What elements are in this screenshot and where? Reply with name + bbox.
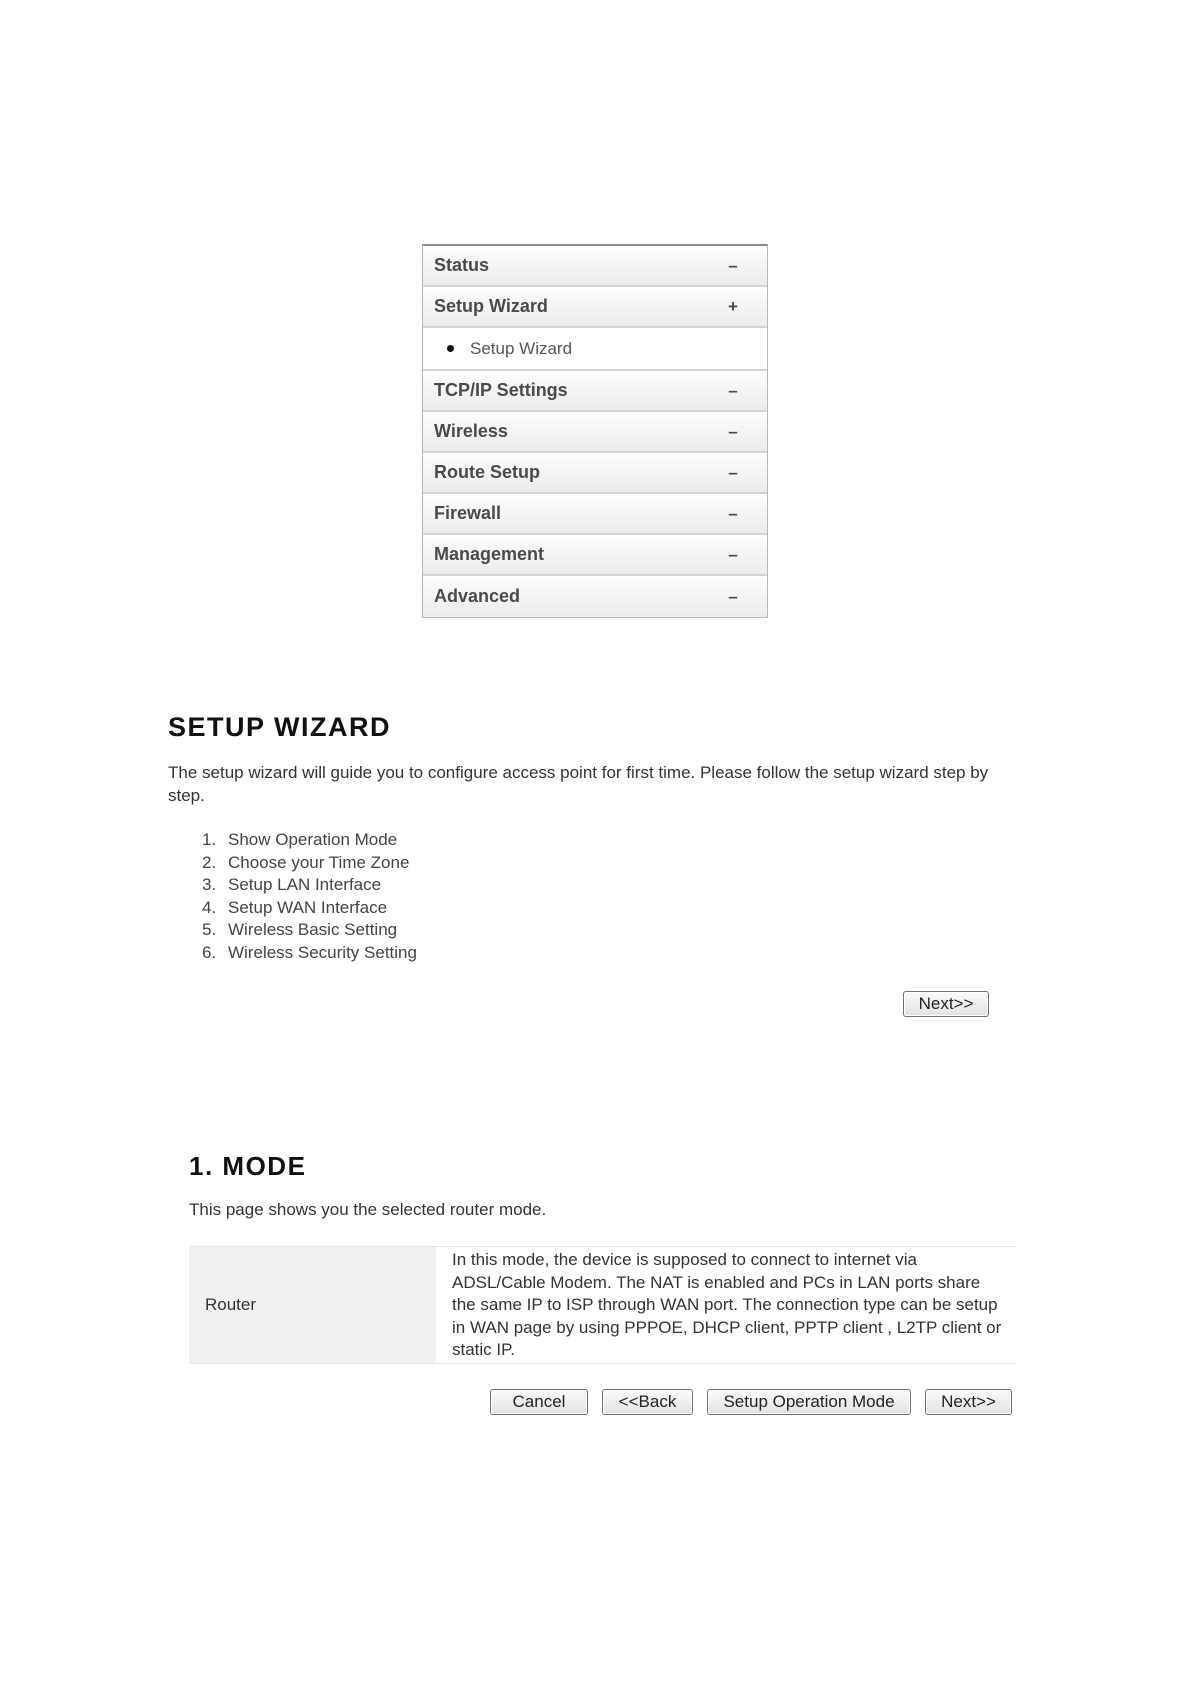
mode-table: [189, 1246, 1017, 1364]
wizard-steps-list: [202, 829, 417, 965]
sidebar-menu: [422, 244, 768, 618]
collapse-icon: –: [728, 503, 738, 523]
menu-item-advanced[interactable]: [423, 576, 767, 617]
wizard-step: [202, 852, 417, 875]
menu-item-label: Setup Wizard: [434, 296, 548, 316]
step-label: Setup WAN Interface: [228, 897, 388, 917]
step-label: Show Operation Mode: [228, 830, 398, 849]
cancel-button[interactable]: Cancel: [490, 1389, 588, 1415]
step-number: 3.: [202, 875, 217, 895]
menu-item-route-setup[interactable]: [423, 453, 767, 494]
menu-item-label: Route Setup: [434, 462, 540, 482]
submenu-item-setup-wizard[interactable]: [423, 328, 767, 371]
step-label: Wireless Basic Setting: [228, 920, 398, 940]
collapse-icon: –: [728, 586, 738, 606]
wizard-step: [202, 897, 417, 920]
menu-item-label: Firewall: [434, 503, 502, 523]
menu-item-wireless[interactable]: [423, 412, 767, 453]
step-number: 4.: [202, 897, 217, 917]
menu-item-label: Advanced: [434, 586, 521, 606]
back-button[interactable]: <<Back: [602, 1389, 693, 1415]
mode-title: 1. MODE: [189, 1151, 307, 1181]
collapse-icon: –: [728, 462, 738, 482]
wizard-next-button[interactable]: Next>>: [903, 991, 989, 1017]
wizard-step: [202, 942, 417, 965]
expand-icon: +: [728, 296, 738, 316]
mode-info: In this mode, the device is supposed to connect to internet via ADSL/Cable Modem. The NAT is enabled and PCs in LAN ports share the same IP to ISP through WAN port. The connection type can be setup in WAN page by using PPPOE, DHCP client, PPTP client , L2TP client or static IP.: [452, 1250, 1002, 1360]
menu-item-label: Management: [434, 544, 545, 564]
collapse-icon: –: [728, 380, 738, 400]
collapse-icon: –: [728, 544, 738, 564]
menu-item-status[interactable]: [423, 246, 767, 287]
wizard-step: [202, 829, 417, 852]
wizard-step: [202, 919, 417, 942]
submenu-item-label[interactable]: Setup Wizard: [470, 338, 573, 358]
step-number: 6.: [202, 942, 217, 962]
setup-operation-mode-button[interactable]: Setup Operation Mode: [707, 1389, 911, 1415]
menu-item-label: TCP/IP Settings: [434, 380, 568, 400]
step-number: 2.: [202, 852, 217, 872]
menu-item-management[interactable]: [423, 535, 767, 576]
menu-item-label: Status: [434, 255, 490, 275]
mode-name: Router: [189, 1247, 436, 1363]
menu-item-tcpip-settings[interactable]: [423, 371, 767, 412]
step-label: Setup LAN Interface: [228, 875, 382, 895]
wizard-step: [202, 874, 417, 897]
step-number: 5.: [202, 920, 217, 940]
wizard-title: SETUP WIZARD: [168, 712, 392, 742]
step-label: Wireless Security Setting: [228, 942, 417, 962]
menu-item-firewall[interactable]: [423, 494, 767, 535]
bullet-icon: [447, 345, 454, 352]
mode-description: This page shows you the selected router mode.: [189, 1200, 547, 1219]
collapse-icon: –: [728, 255, 738, 275]
step-number: 1.: [202, 830, 217, 849]
menu-item-label: Wireless: [434, 421, 508, 441]
wizard-description: The setup wizard will guide you to configure access point for first time. Please follow the setup wizard step by step.: [168, 763, 989, 805]
mode-next-button[interactable]: Next>>: [925, 1389, 1012, 1415]
collapse-icon: –: [728, 421, 738, 441]
menu-item-setup-wizard[interactable]: [423, 287, 767, 328]
step-label: Choose your Time Zone: [228, 852, 410, 872]
